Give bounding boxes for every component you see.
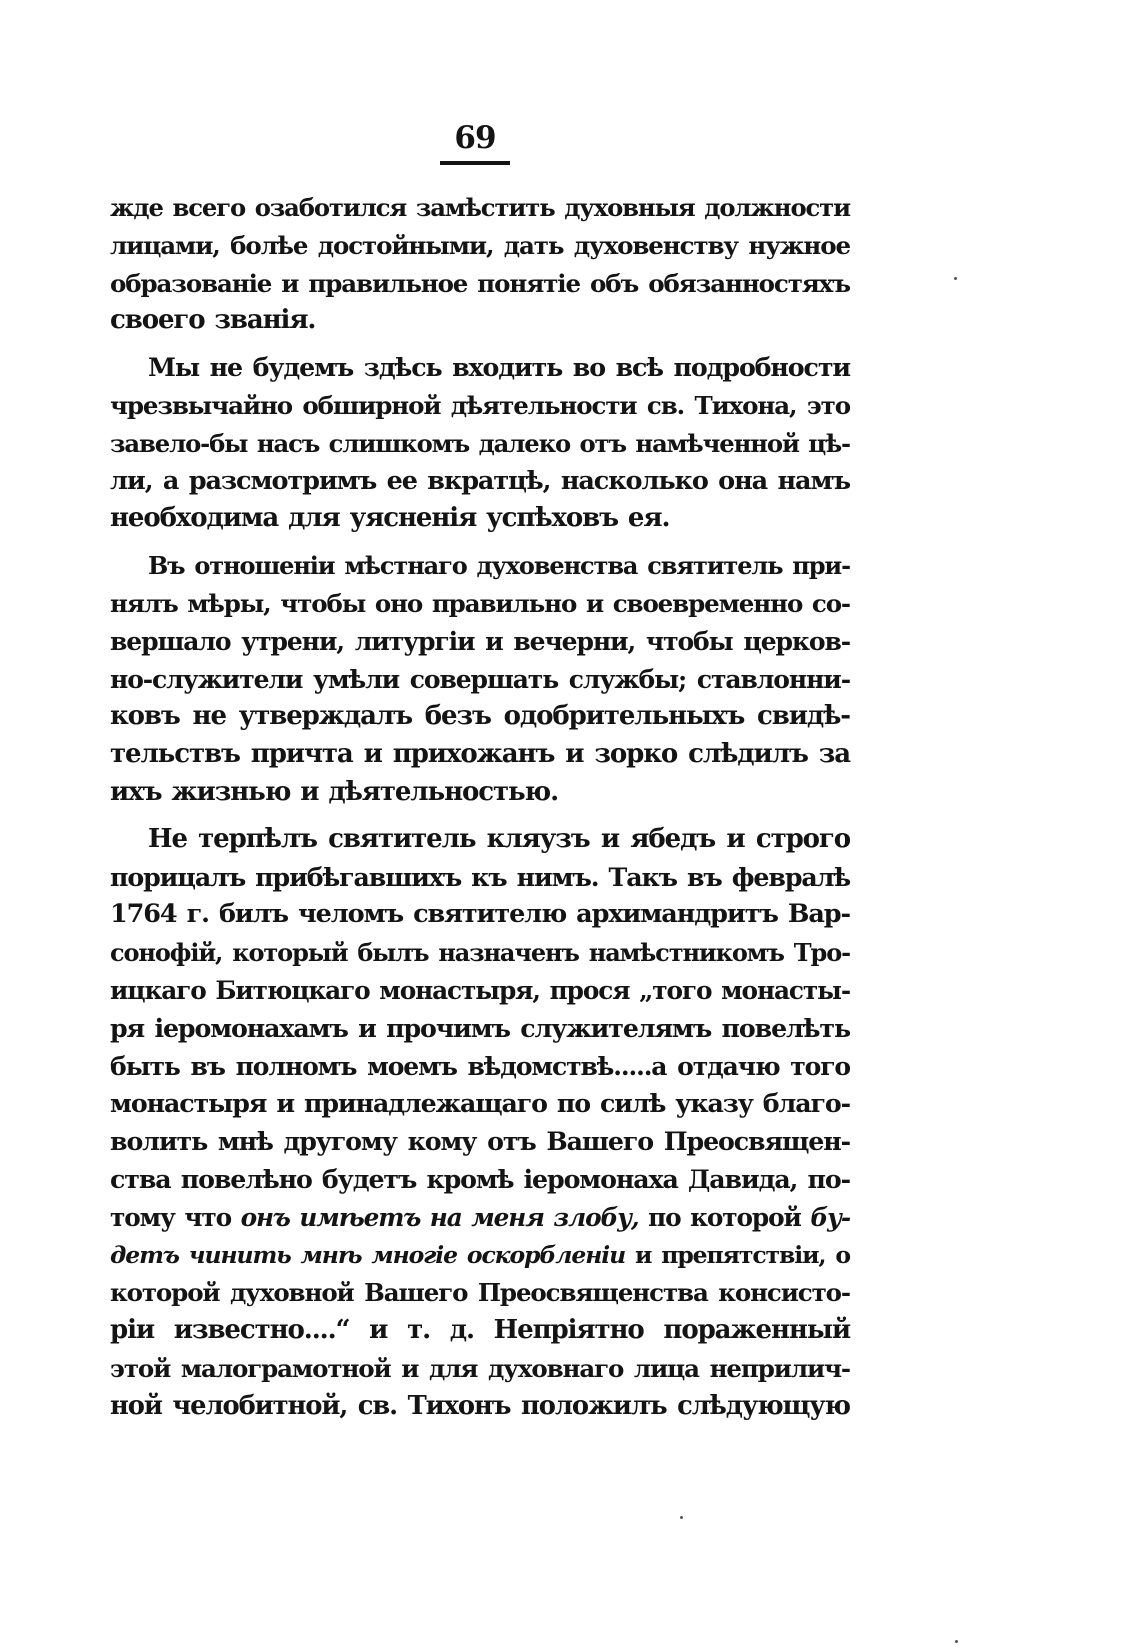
text-line: образованіе и правильное понятіе объ обязанностяхъ [110,268,850,298]
text-line: этой малограмотной и для духовнаго лица неприлич- [110,1353,850,1383]
text-line: Мы не будемъ здѣсь входить во всѣ подробности [148,352,850,383]
text-line: ря іеромонахамъ и прочимъ служителямъ повелѣть [110,1012,850,1043]
text-line: необходима для уясненія успѣховъ ея. [110,503,670,534]
text-line: ной челобитной, св. Тихонъ положилъ слѣдующую [110,1390,850,1421]
text-line: Въ отношеніи мѣстнаго духовенства святитель при- [148,551,850,581]
text-line-mixed [110,1237,850,1275]
text-segment: тому что [110,1202,241,1232]
text-line-mixed [110,1199,850,1237]
text-line: вершало утрени, литургіи и вечерни, чтобы церков- [110,626,850,656]
text-line: 1764 г. билъ челомъ святителю архимандритъ Вар- [110,899,850,930]
text-line: жде всего озаботился замѣстить духовныя должности [110,193,850,222]
italic-quote: онъ имѣетъ на меня злобу, [240,1202,639,1232]
text-segment: по которой [638,1202,811,1232]
text-line: быть въ полномъ моемъ вѣдомствѣ.....а отдачю того [110,1051,850,1081]
text-segment: и препятствіи, о [625,1240,850,1269]
scan-speck [954,277,957,280]
italic-quote: бу- [810,1202,850,1232]
text-line: тельствъ причта и прихожанъ и зорко слѣдилъ за [110,739,850,770]
text-line: монастыря и принадлежащаго по силѣ указу благо- [110,1088,850,1119]
italic-quote: детъ чинить мнѣ многіе оскорбленіи [110,1240,626,1269]
text-line: ства повелѣно будетъ кромѣ іеромонаха Давида, по- [110,1163,850,1194]
scan-speck [680,1516,683,1519]
body-text [110,189,850,1426]
text-line: которой духовной Вашего Преосвященства консисто- [110,1278,850,1308]
text-line: порицалъ прибѣгавшихъ къ нимъ. Такъ въ февралѣ [110,861,850,892]
page-number-rule [440,161,510,165]
text-line: ицкаго Битюцкаго монастыря, прося „того монасты- [110,975,850,1005]
text-line: лицами, болѣе достойными, дать духовенству нужное [110,230,850,260]
text-line: ли, а разсмотримъ ее вкратцѣ, насколько она намъ [110,465,850,496]
text-line: ихъ жизнью и дѣятельностью. [110,776,559,807]
text-line: Не терпѣлъ святитель кляузъ и ябедъ и строго [148,823,850,854]
text-line: чрезвычайно обширной дѣятельности св. Тихона, это [110,390,850,420]
text-line: своего званія. [110,305,316,336]
scan-speck [955,1640,958,1643]
text-line: сонофій, который былъ назначенъ намѣстникомъ Тро- [110,938,850,968]
page-number: 69 [454,120,496,156]
text-line: волить мнѣ другому кому отъ Вашего Преосвящен- [110,1126,850,1157]
text-line: но-служители умѣли совершать службы; ставлонни- [110,664,850,694]
text-line: ріи известно....“ и т. д. Непріятно пораженный [110,1315,850,1346]
text-line: ковъ не утверждалъ безъ одобрительныхъ свидѣ- [110,701,850,732]
text-line: завело-бы насъ слишкомъ далеко отъ намѣченной цѣ- [110,428,850,458]
text-line: нялъ мѣры, чтобы оно правильно и своевременно со- [110,588,850,618]
